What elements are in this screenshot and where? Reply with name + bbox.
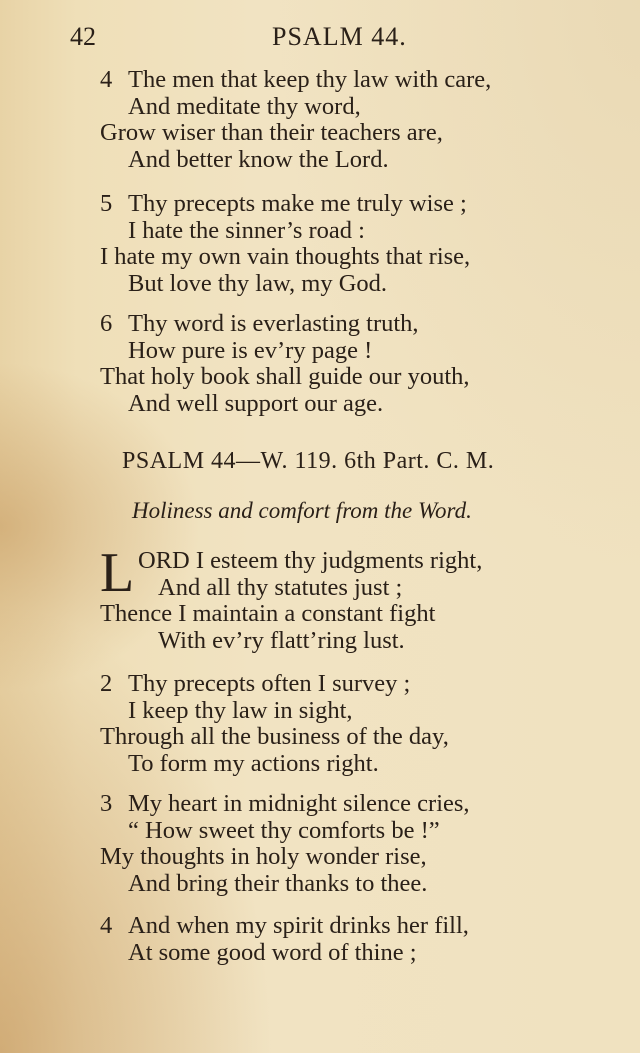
stanza-4 <box>100 913 620 966</box>
verse-line: And all thy statutes just ; <box>158 573 403 601</box>
drop-cap: L <box>100 542 135 604</box>
stanza-number: 4 <box>100 912 113 939</box>
stanza-2 <box>100 671 620 777</box>
stanza-4-prev <box>100 67 620 173</box>
stanza-3 <box>100 791 620 897</box>
verse-line: Thence I maintain a constant fight <box>100 600 436 627</box>
verse-line: And better know the Lord. <box>128 145 389 173</box>
verse-line: My heart in midnight silence cries, <box>128 790 470 817</box>
stanza-number: 4 <box>100 66 113 93</box>
verse-line: ORD I esteem thy judgments right, <box>138 547 483 574</box>
verse-line: Thy precepts make me truly wise ; <box>128 190 467 217</box>
verse-line: I hate my own vain thoughts that rise, <box>100 243 471 270</box>
verse-line: “ How sweet thy comforts be !” <box>128 816 440 844</box>
verse-line: And when my spirit drinks her fill, <box>128 912 469 939</box>
stanza-6-prev <box>100 311 620 417</box>
verse-line: Through all the business of the day, <box>100 723 449 750</box>
stanza-number: 5 <box>100 190 113 217</box>
page-number: 42 <box>70 22 96 51</box>
verse-line: But love thy law, my God. <box>128 269 388 297</box>
stanza-number: 2 <box>100 670 113 697</box>
verse-line: At some good word of thine ; <box>128 938 417 966</box>
verse-line: And meditate thy word, <box>128 92 361 120</box>
verse-line: Thy word is everlasting truth, <box>128 310 419 337</box>
verse-line: My thoughts in holy wonder rise, <box>100 843 427 870</box>
page-header <box>0 22 640 56</box>
verse-line: I hate the sinner’s road : <box>128 216 365 244</box>
psalm-title: PSALM 44—W. 119. 6th Part. C. M. <box>122 448 495 474</box>
verse-line: And bring their thanks to thee. <box>128 869 428 897</box>
verse-line: How pure is ev’ry page ! <box>128 336 373 364</box>
verse-line: With ev’ry flatt’ring lust. <box>158 626 405 654</box>
psalm-subtitle: Holiness and comfort from the Word. <box>132 498 472 523</box>
verse-line: I keep thy law in sight, <box>128 696 353 724</box>
verse-line: To form my actions right. <box>128 749 379 777</box>
stanza-5-prev <box>100 191 620 297</box>
verse-line: That holy book shall guide our youth, <box>100 363 470 390</box>
running-head: PSALM 44. <box>272 22 407 51</box>
verse-line: Thy precepts often I survey ; <box>128 670 411 697</box>
stanza-number: 6 <box>100 310 113 337</box>
verse-line: And well support our age. <box>128 389 384 417</box>
verse-line: The men that keep thy law with care, <box>128 66 492 93</box>
stanza-1 <box>100 542 620 654</box>
verse-line: Grow wiser than their teachers are, <box>100 119 443 146</box>
stanza-number: 3 <box>100 790 113 817</box>
